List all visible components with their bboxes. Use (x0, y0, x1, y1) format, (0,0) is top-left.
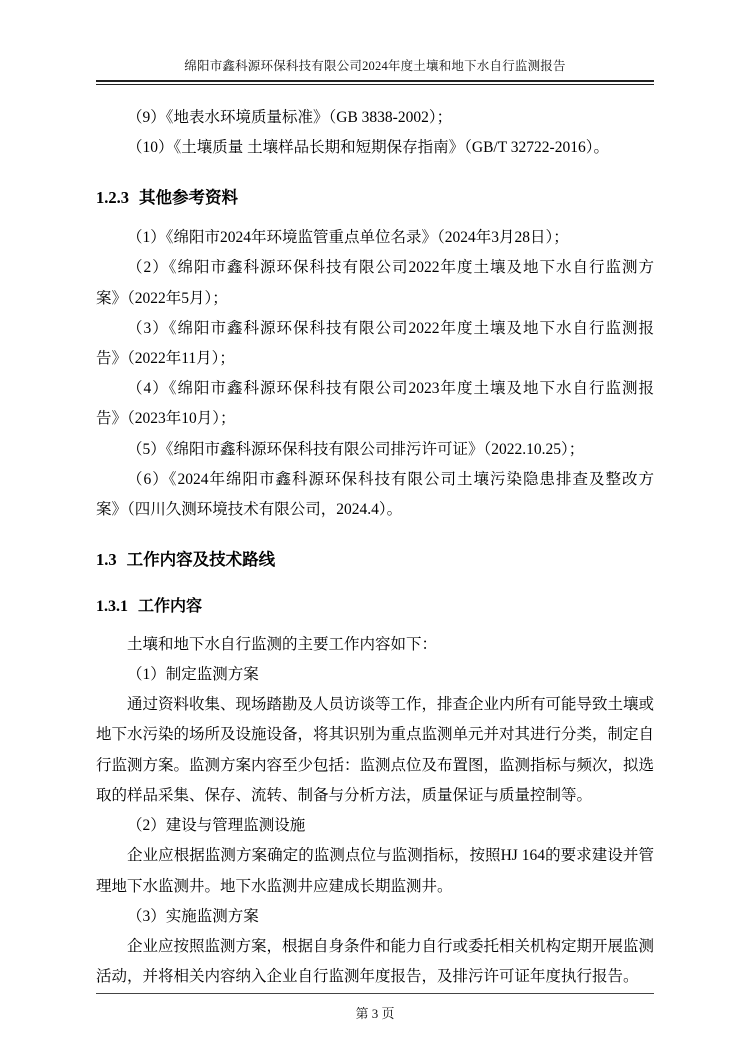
reference-item: （10）《土壤质量 土壤样品长期和短期保存指南》（GB/T 32722-2016）。 (127, 139, 609, 157)
paragraph-text: 企业应按照监测方案，根据自身条件和能力自行或委托相关机构定期开展监测活动，并将相关内容纳入企业自行监测年度报告，及排污许可证年度执行报告。 (96, 937, 655, 986)
footer-rule (96, 993, 654, 994)
page-content (96, 56, 654, 992)
section-title: 工作内容及技术路线 (126, 550, 276, 570)
reference-item: （6）《2024年绵阳市鑫科源环保科技有限公司土壤污染隐患排查及整改方案》（四川久测环境技术有限公司，2024.4）。 (96, 470, 654, 519)
running-header: 绵阳市鑫科源环保科技有限公司2024年度土壤和地下水自行监测报告 (184, 59, 566, 73)
page-number: 第 3 页 (355, 1006, 395, 1021)
section-number: 1.3.1 (96, 598, 128, 615)
paragraph-text: 通过资料收集、现场踏勘及人员访谈等工作，排查企业内所有可能导致土壤或地下水污染的场所及设施设备，将其识别为重点监测单元并对其进行分类，制定自行监测方案。监测方案内容至少包括：监测点位及布置图，监测指标与频次，拟选取的样品采集、保存、流转、制备与分析方法，质量保证与质量控制等。 (96, 696, 655, 804)
reference-item: （1）《绵阳市2024年环境监管重点单位名录》（2024年3月28日）； (127, 229, 569, 247)
header-rule-thin (96, 84, 654, 85)
reference-item: （3）《绵阳市鑫科源环保科技有限公司2022年度土壤及地下水自行监测报告》（2022年11月）； (96, 319, 654, 367)
subsection-heading: （3）实施监测方案 (127, 907, 259, 925)
section-heading-1-3 (96, 545, 654, 575)
reference-item: （4）《绵阳市鑫科源环保科技有限公司2023年度土壤及地下水自行监测报告》（2023年10月）； (96, 380, 654, 428)
section-number: 1.3 (96, 550, 117, 570)
section-number: 1.2.3 (96, 188, 129, 208)
paragraph-text: 企业应根据监测方案确定的监测点位与监测指标，按照HJ 164的要求建设并管理地下水监测井。地下水监测井应建成长期监测井。 (96, 847, 654, 895)
subsection-heading: （2）建设与管理监测设施 (127, 817, 306, 835)
header-rule-thick (96, 80, 654, 82)
reference-item: （5）《绵阳市鑫科源环保科技有限公司排污许可证》（2022.10.25）； (127, 440, 585, 458)
reference-item: （2）《绵阳市鑫科源环保科技有限公司2022年度土壤及地下水自行监测方案》（2022年5月）； (96, 259, 654, 307)
paragraph-lead: 土壤和地下水自行监测的主要工作内容如下： (127, 635, 438, 653)
section-heading-1-2-3 (96, 183, 654, 213)
subsection-heading: （1）制定监测方案 (127, 666, 259, 684)
section-title: 其他参考资料 (139, 188, 238, 208)
section-title: 工作内容 (138, 598, 203, 615)
document-body (96, 103, 654, 992)
section-heading-1-3-1 (96, 593, 654, 622)
reference-item: （9）《地表水环境质量标准》（GB 3838-2002）； (127, 109, 453, 126)
